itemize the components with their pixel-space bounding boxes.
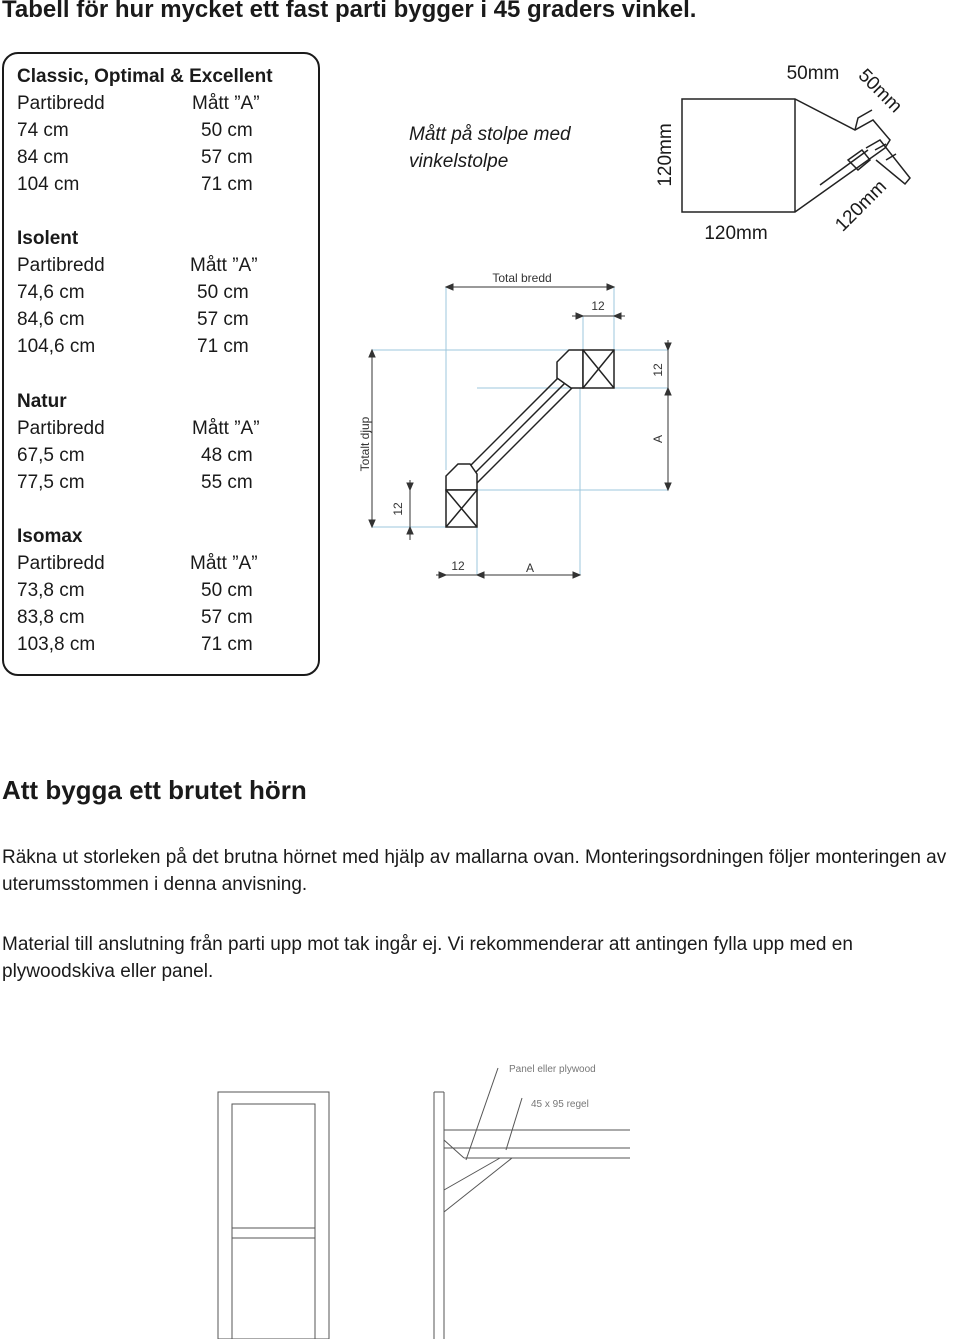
group-name: Classic, Optimal & Excellent <box>17 66 273 87</box>
section-paragraph-1: Räkna ut storleken på det brutna hörnet med hjälp av mallarna ovan. Monteringsordningen följer monteringen av uterumsstommen i denna anvisning. <box>2 847 947 895</box>
col-header-matt-a: Mått ”A” <box>192 418 260 439</box>
table-row: 103,8 cm 71 cm <box>17 634 253 655</box>
table-row: 84 cm 57 cm <box>17 147 253 168</box>
dim-50mm-diag: 50mm <box>853 65 906 118</box>
col-header-partibredd: Partibredd <box>17 93 105 114</box>
col-header-matt-a: Mått ”A” <box>190 553 258 574</box>
col-header-matt-a: Mått ”A” <box>192 93 260 114</box>
group-name: Natur <box>17 391 67 412</box>
table-group-natur <box>17 388 260 496</box>
label-12-bottom: 12 <box>451 559 465 573</box>
col-header-partibredd: Partibredd <box>17 553 105 574</box>
table-group-classic <box>17 63 273 198</box>
table-row: 67,5 cm 48 cm <box>17 445 253 466</box>
dim-120mm-bottom: 120mm <box>704 223 768 244</box>
label-a-bottom: A <box>525 561 535 575</box>
post-profile-diagram <box>640 55 960 255</box>
label-a-right: A <box>651 434 665 444</box>
construction-drawing <box>210 1050 630 1339</box>
label-12-top: 12 <box>591 299 605 313</box>
table-row: 83,8 cm 57 cm <box>17 607 253 628</box>
label-12-right: 12 <box>651 363 665 377</box>
label-totalt-djup: Totalt djup <box>358 416 372 472</box>
col-header-partibredd: Partibredd <box>17 418 105 439</box>
section-paragraph-2: Material till anslutning från parti upp mot tak ingår ej. Vi rekommenderar att antingen fylla upp med en plywoodskiva eller panel. <box>2 934 853 982</box>
label-12-left: 12 <box>391 502 405 516</box>
group-name: Isolent <box>17 228 79 249</box>
table-row: 74,6 cm 50 cm <box>17 282 249 303</box>
label-regel: 45 x 95 regel <box>531 1099 589 1110</box>
caption-line1: Mått på stolpe med <box>409 124 571 145</box>
table-row: 104 cm 71 cm <box>17 174 253 195</box>
col-header-partibredd: Partibredd <box>17 255 105 276</box>
section-heading: Att bygga ett brutet hörn <box>2 775 307 805</box>
table-group-isolent <box>17 225 258 360</box>
page-title: Tabell för hur mycket ett fast parti bygger i 45 graders vinkel. <box>2 0 697 23</box>
label-total-bredd: Total bredd <box>492 271 552 285</box>
dim-120mm-diag: 120mm <box>831 176 891 236</box>
caption-line2: vinkelstolpe <box>409 151 509 172</box>
table-row: 104,6 cm 71 cm <box>17 336 249 357</box>
table-row: 77,5 cm 55 cm <box>17 472 253 493</box>
dim-120mm-left: 120mm <box>655 123 676 187</box>
table-row: 84,6 cm 57 cm <box>17 309 249 330</box>
group-name: Isomax <box>17 526 83 547</box>
label-panel-eller-plywood: Panel eller plywood <box>509 1064 596 1075</box>
dim-50mm-top: 50mm <box>786 63 840 84</box>
table-row: 74 cm 50 cm <box>17 120 253 141</box>
table-group-isomax <box>17 523 258 658</box>
table-row: 73,8 cm 50 cm <box>17 580 253 601</box>
col-header-matt-a: Mått ”A” <box>190 255 258 276</box>
